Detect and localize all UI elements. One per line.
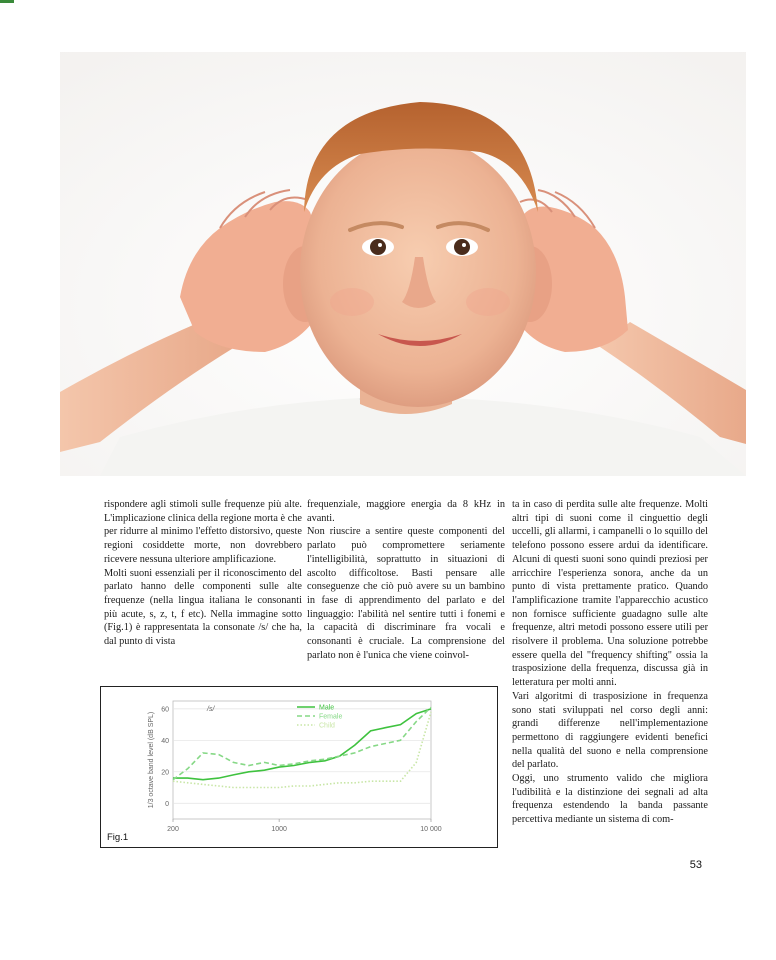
legend-label-child: Child: [319, 722, 335, 730]
y-tick-label: 20: [161, 769, 169, 777]
y-tick-label: 60: [161, 706, 169, 714]
legend-label-female: Female: [319, 713, 343, 721]
x-tick-label: 1000: [271, 826, 287, 833]
plot-frame: [173, 701, 431, 819]
spectrum-chart: [101, 687, 497, 847]
x-tick-label: 10 000: [420, 826, 442, 833]
figure-label: Fig.1: [107, 832, 129, 843]
legend-label-male: Male: [319, 704, 335, 712]
child-cupping-ears-photo: [60, 52, 746, 476]
y-tick-label: 40: [161, 737, 169, 745]
article-column-3: [512, 498, 708, 827]
paragraph: Oggi, uno strumento valido che migliora l'udibilità e la distinzione dei segnali ad alta frequenza estendendo la banda passante percettiva mediante un sistema di com-: [512, 773, 708, 826]
article-column-1: [104, 498, 302, 649]
paragraph: Non riuscire a sentire queste componenti del parlato può compromettere seriamente l'intelligibilità, soprattutto in situazioni di ascolto difficoltose. Basti pensare alle conseguenze che ciò può avere su un bambino in fase di apprendimento del parlato e del linguaggio: l'abilità nel sentire tutti i fonemi e la capacità di discriminare fra vocali e consonanti è cruciale. La comprensione del parlato non è l'unica che viene coinvol-: [307, 526, 505, 661]
paragraph: rispondere agli stimoli sulle frequenze più alte. L'implicazione clinica della regione morta è che per ridurre al minimo l'effetto distorsivo, queste regioni cosiddette morte, non dovrebbero ricevere nessuna ulteriore amplificazione.: [104, 499, 302, 565]
x-tick-label: 200: [167, 826, 179, 833]
y-tick-label: 0: [165, 800, 169, 808]
series-line-male: [173, 709, 431, 780]
page-number: 53: [689, 859, 702, 871]
figure-1: [100, 686, 498, 848]
phoneme-annotation: /s/: [207, 706, 215, 713]
series-line-female: [173, 704, 431, 779]
article-column-2: [307, 498, 505, 662]
y-axis-label: 1/3 octave band level (dB SPL): [148, 711, 155, 809]
paragraph: Vari algoritmi di trasposizione in frequenza sono stati sviluppati nel corso degli anni: grandi differenze nell'implementazione permettono di raggiungere evidenti benefici nella qualità del suono e nella comprensione del parlato.: [512, 690, 708, 771]
paragraph: frequenziale, maggiore energia da 8 kHz in avanti.: [307, 499, 505, 524]
paragraph: Molti suoni essenziali per il riconoscimento del parlato hanno delle componenti sulle alte frequenze (nella lingua italiana le consonanti più acute, s, z, t, f etc). Nella immagine sotto (Fig.1) è rappresentata la consonate /s/ che ha, dal punto di vista: [104, 567, 302, 648]
series-line-child: [173, 712, 431, 788]
corner-registration-mark: [0, 0, 14, 3]
paragraph: ta in caso di perdita sulle alte frequenze. Molti altri tipi di suoni come il cinguettio degli uccelli, gli allarmi, i campanelli o lo squillo del telefono possono essere ardui da identificare. Alcuni di questi suoni sono quindi preziosi per arricchire l'esperienza sonora, anche da un punto di vista prettamente pratico. Quando l'amplificazione tramite l'apparecchio acustico non fornisce sufficiente guadagno sulle alte frequenze, altri metodi possono essere utili per risolvere il problema. Una soluzione potrebbe essere quella del "frequency shifting" ossia la trasposizione della frequenza, discussa già in letteratura per molti anni.: [512, 499, 708, 689]
